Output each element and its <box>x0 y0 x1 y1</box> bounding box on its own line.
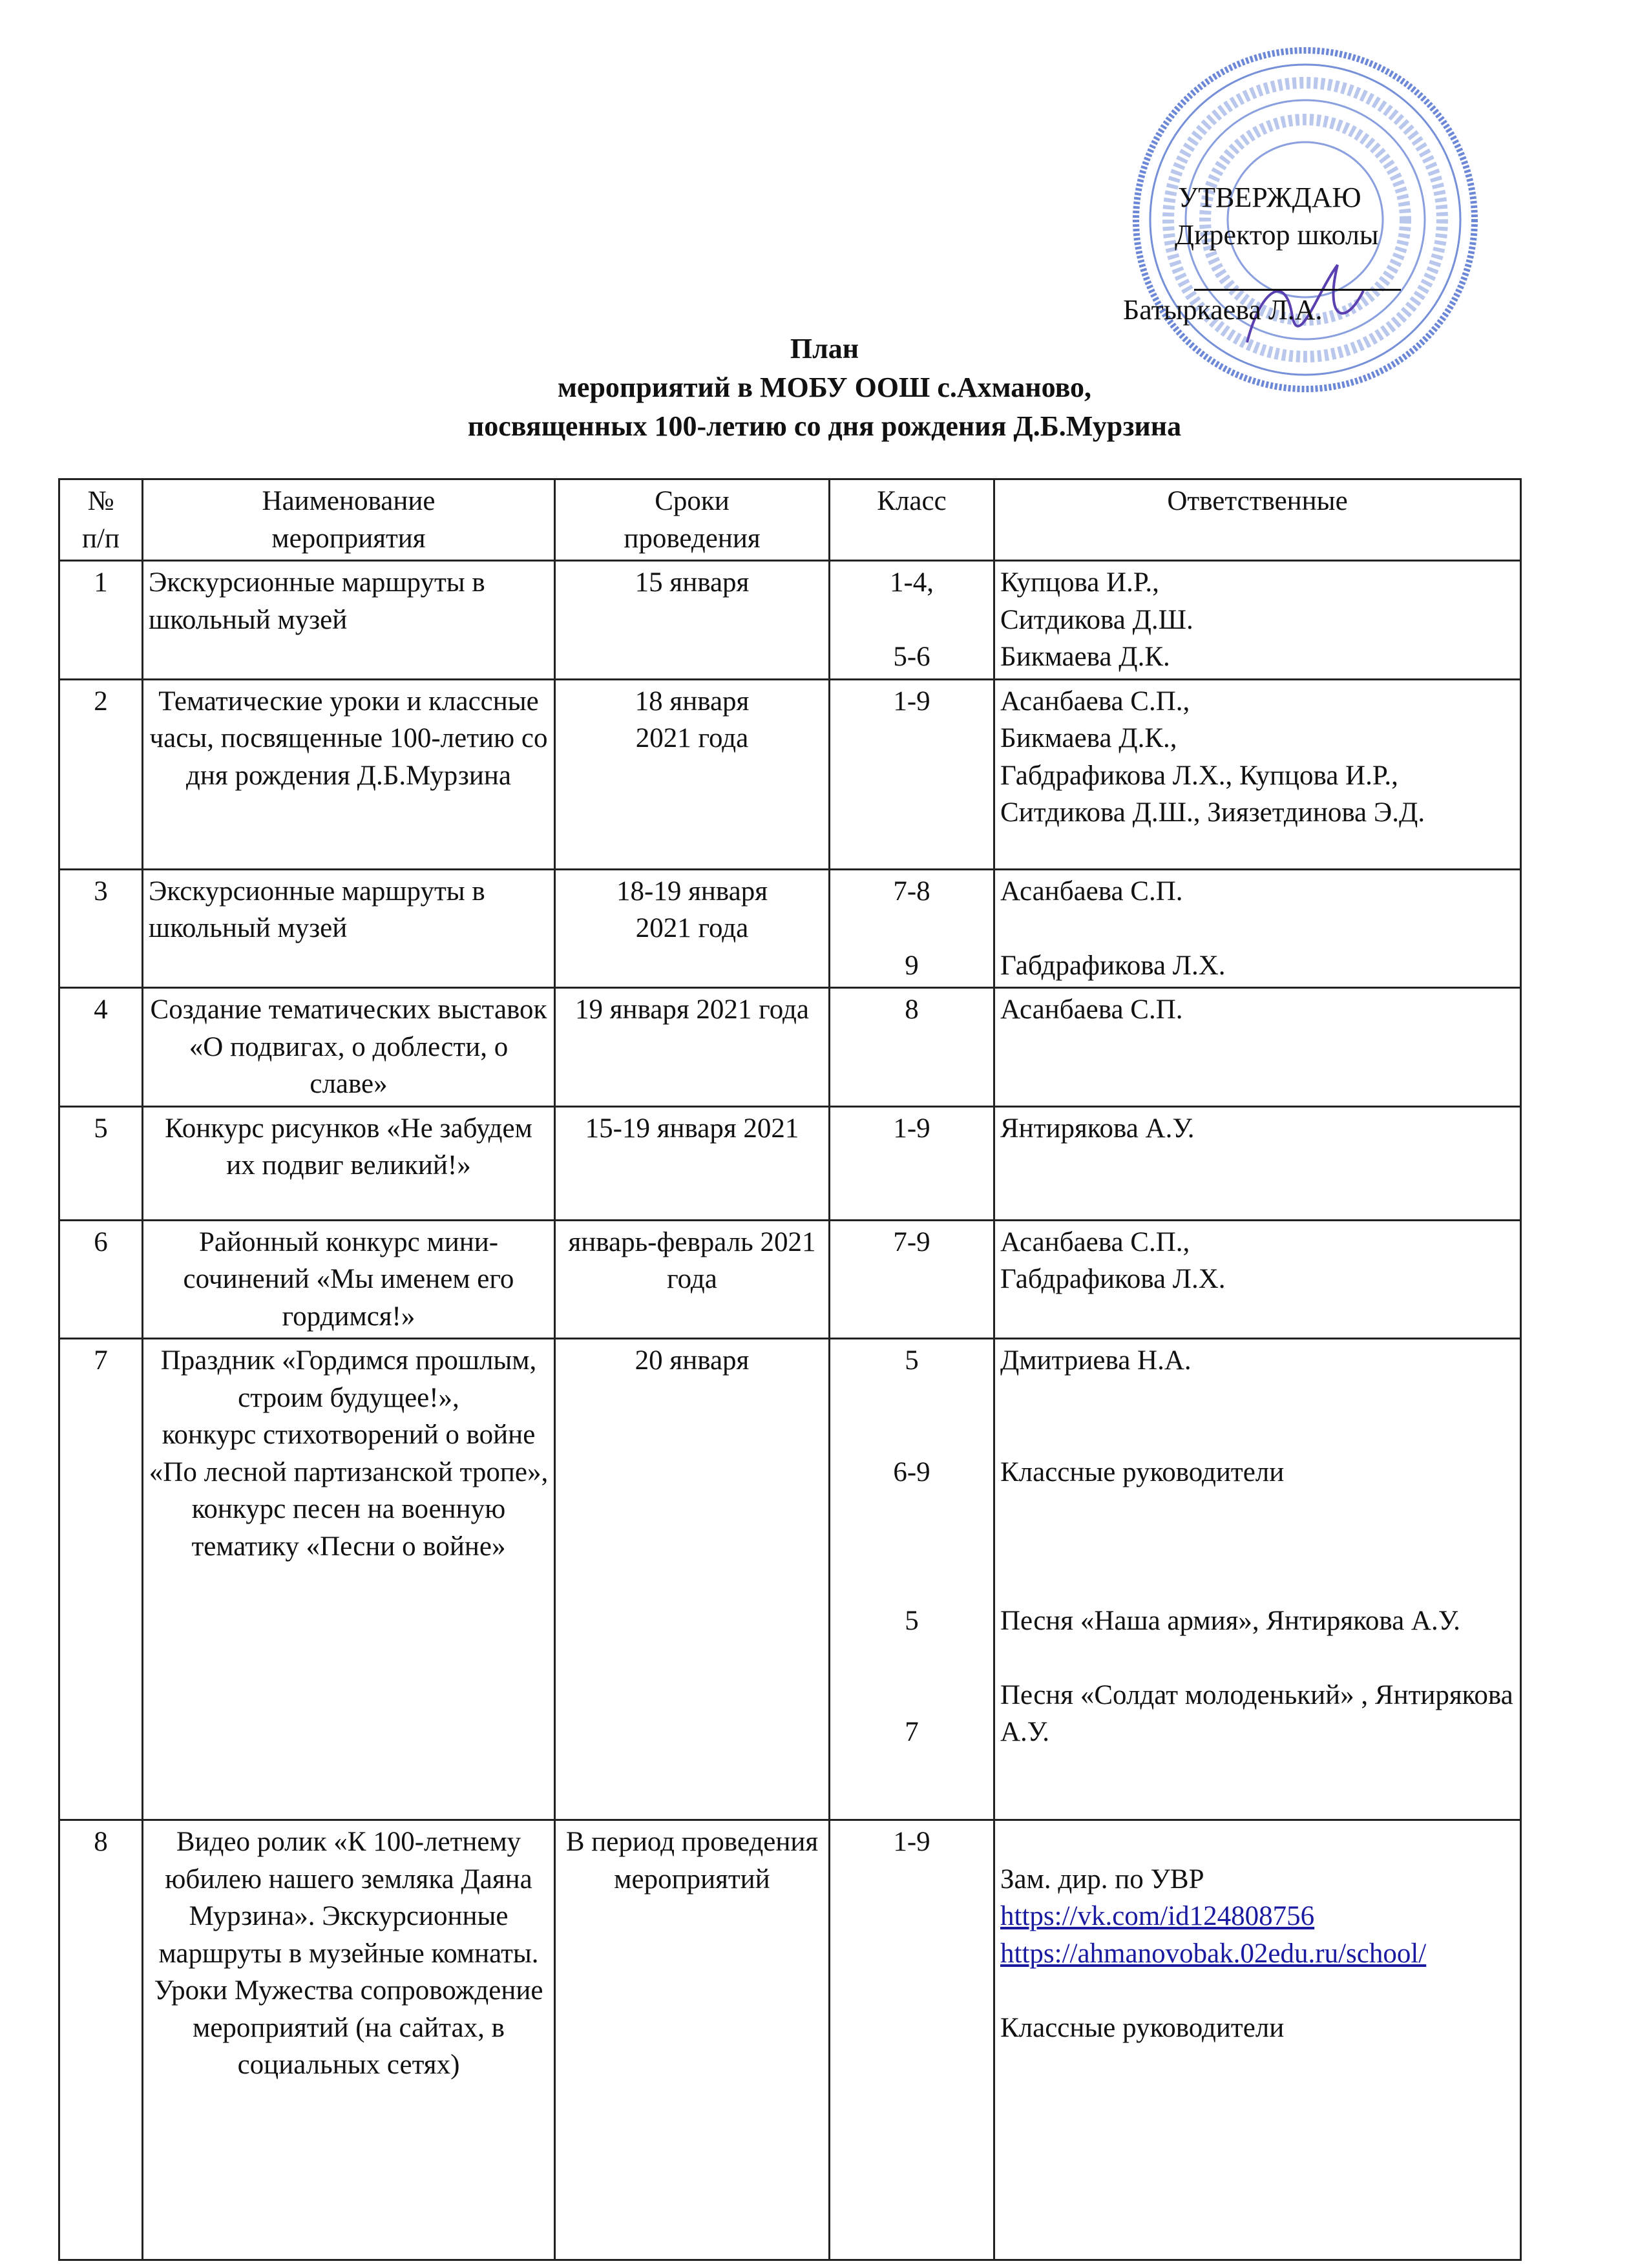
responsible-text: Зам. дир. по УВР <box>1000 1864 1204 1895</box>
column-header: Класс <box>830 479 994 561</box>
event-date: 18 января 2021 года <box>555 679 830 869</box>
table-row <box>59 1220 1521 1339</box>
table-row <box>59 1820 1521 2260</box>
event-name: Создание тематических выставок «О подвигах, о доблести, о славе» <box>143 988 555 1107</box>
events-table <box>58 478 1522 2261</box>
table-row <box>59 1106 1521 1220</box>
responsible-text: Классные руководители <box>1000 2012 1285 2043</box>
document-title <box>0 330 1649 446</box>
event-date: 19 января 2021 года <box>555 988 830 1107</box>
event-responsible: Асанбаева С.П. Габдрафикова Л.Х. <box>994 869 1521 988</box>
row-number: 6 <box>59 1220 143 1339</box>
event-name: Тематические уроки и классные часы, посвященные 100-летию со дня рождения Д.Б.Мурзина <box>143 679 555 869</box>
event-date: В период проведения мероприятий <box>555 1820 830 2260</box>
event-date: 15 января <box>555 561 830 680</box>
table-row <box>59 679 1521 869</box>
event-responsible: Асанбаева С.П., Габдрафикова Л.Х. <box>994 1220 1521 1339</box>
approval-position: Директор школы <box>1175 219 1379 251</box>
event-date: январь-февраль 2021 года <box>555 1220 830 1339</box>
table-header-row <box>59 479 1521 561</box>
website-link[interactable]: https://ahmanovobak.02edu.ru/school/ <box>1000 1938 1427 1969</box>
event-responsible: Дмитриева Н.А. Классные руководители Песня «Наша армия», Янтирякова А.У. Песня «Солдат молоденький» , Янтирякова А.У. <box>994 1339 1521 1820</box>
table-row <box>59 561 1521 680</box>
row-number: 3 <box>59 869 143 988</box>
event-class: 1-9 <box>830 1106 994 1220</box>
row-number: 7 <box>59 1339 143 1820</box>
table-row <box>59 869 1521 988</box>
row-number: 1 <box>59 561 143 680</box>
table-row <box>59 1339 1521 1820</box>
approval-name: Батыркаева Л.А. <box>1123 294 1323 326</box>
title-line-1: План <box>790 333 859 364</box>
event-class: 1-4, 5-6 <box>830 561 994 680</box>
title-line-2: мероприятий в МОБУ ООШ с.Ахманово, <box>557 372 1092 403</box>
event-responsible <box>994 1820 1521 2260</box>
event-name: Экскурсионные маршруты в школьный музей <box>143 561 555 680</box>
event-name: Праздник «Гордимся прошлым, строим будущее!», конкурс стихотворений о войне «По лесной партизанской тропе», конкурс песен на военную тематику «Песни о войне» <box>143 1339 555 1820</box>
event-date: 15-19 января 2021 <box>555 1106 830 1220</box>
column-header: Сроки проведения <box>555 479 830 561</box>
event-responsible: Янтирякова А.У. <box>994 1106 1521 1220</box>
event-class: 1-9 <box>830 679 994 869</box>
event-class: 5 6-9 5 7 <box>830 1339 994 1820</box>
event-class: 7-8 9 <box>830 869 994 988</box>
event-name: Районный конкурс мини-сочинений «Мы именем его гордимся!» <box>143 1220 555 1339</box>
row-number: 8 <box>59 1820 143 2260</box>
column-header: № п/п <box>59 479 143 561</box>
approval-label: УТВЕРЖДАЮ <box>1178 182 1361 213</box>
event-name: Конкурс рисунков «Не забудем их подвиг великий!» <box>143 1106 555 1220</box>
row-number: 5 <box>59 1106 143 1220</box>
event-name: Видео ролик «К 100-летнему юбилею нашего земляка Даяна Мурзина». Экскурсионные маршруты в музейные комнаты. Уроки Мужества сопровождение мероприятий (на сайтах, в социальных сетях) <box>143 1820 555 2260</box>
row-number: 4 <box>59 988 143 1107</box>
event-class: 7-9 <box>830 1220 994 1339</box>
column-header: Наименование мероприятия <box>143 479 555 561</box>
event-class: 1-9 <box>830 1820 994 2260</box>
column-header: Ответственные <box>994 479 1521 561</box>
event-name: Экскурсионные маршруты в школьный музей <box>143 869 555 988</box>
row-number: 2 <box>59 679 143 869</box>
event-date: 18-19 января 2021 года <box>555 869 830 988</box>
website-link[interactable]: https://vk.com/id124808756 <box>1000 1901 1315 1931</box>
event-class: 8 <box>830 988 994 1107</box>
title-line-3: посвященных 100-летию со дня рождения Д.Б.Мурзина <box>467 410 1182 442</box>
event-responsible: Асанбаева С.П. <box>994 988 1521 1107</box>
event-responsible: Купцова И.Р., Ситдикова Д.Ш. Бикмаева Д.К. <box>994 561 1521 680</box>
signature-line <box>1194 289 1401 291</box>
event-responsible: Асанбаева С.П., Бикмаева Д.К., Габдрафикова Л.Х., Купцова И.Р., Ситдикова Д.Ш., Зиязетдинова Э.Д. <box>994 679 1521 869</box>
event-date: 20 января <box>555 1339 830 1820</box>
table-row <box>59 988 1521 1107</box>
